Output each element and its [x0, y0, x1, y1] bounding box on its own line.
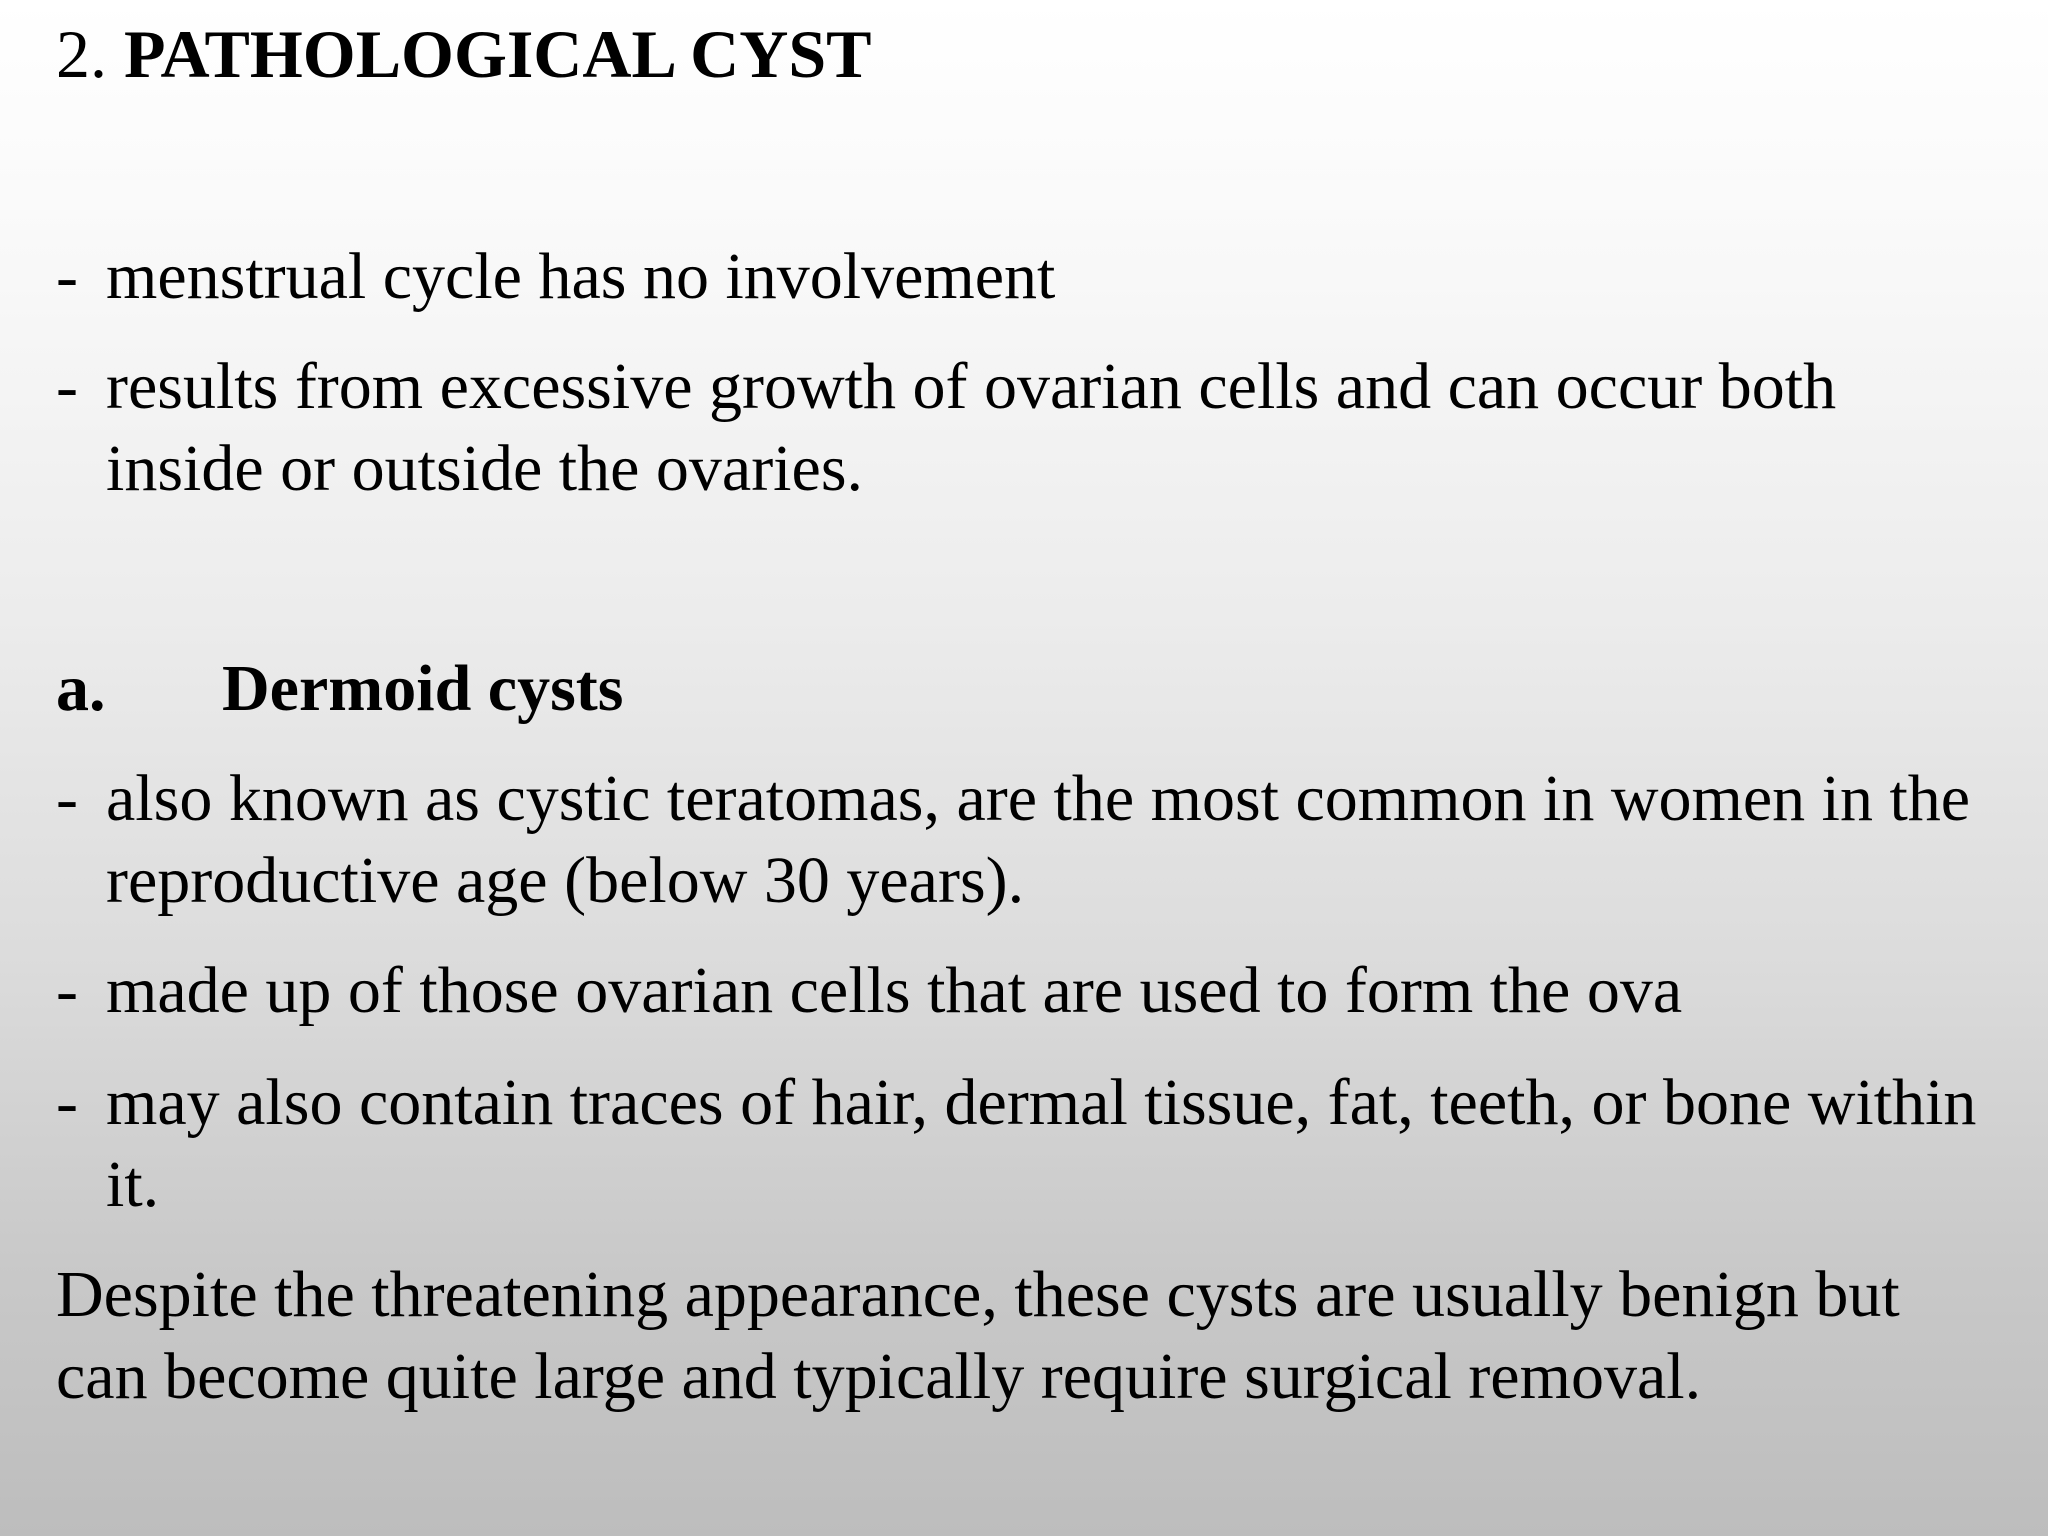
bullet-item	[56, 236, 1986, 318]
title-number: 2.	[56, 16, 107, 92]
bullet-item	[56, 1062, 1986, 1226]
bullet-dash: -	[56, 1066, 78, 1139]
bullet-item	[56, 758, 1986, 922]
bullet-item	[56, 950, 1986, 1032]
bullet-text: may also contain traces of hair, dermal tissue, fat, teeth, or bone within it.	[106, 1066, 1977, 1221]
closing-paragraph: Despite the threatening appearance, these cysts are usually benign but can become quite large and typically require surgical removal.	[56, 1258, 1900, 1413]
bullet-text: results from excessive growth of ovarian cells and can occur both inside or outside the ovaries.	[106, 350, 1837, 505]
bullet-text: menstrual cycle has no involvement	[106, 240, 1056, 313]
bullet-dash: -	[56, 240, 78, 313]
bullet-text: made up of those ovarian cells that are used to form the ova	[106, 954, 1683, 1027]
section-heading	[56, 648, 623, 730]
slide-title	[56, 14, 872, 94]
bullet-dash: -	[56, 762, 78, 835]
bullet-text: also known as cystic teratomas, are the most common in women in the reproductive age (below 30 years).	[106, 762, 1971, 917]
bullet-dash: -	[56, 350, 78, 423]
title-text: PATHOLOGICAL CYST	[124, 16, 872, 92]
section-heading-text: Dermoid cysts	[222, 652, 624, 725]
bullet-dash: -	[56, 954, 78, 1027]
section-letter: a.	[56, 652, 106, 725]
bullet-item	[56, 346, 1986, 510]
